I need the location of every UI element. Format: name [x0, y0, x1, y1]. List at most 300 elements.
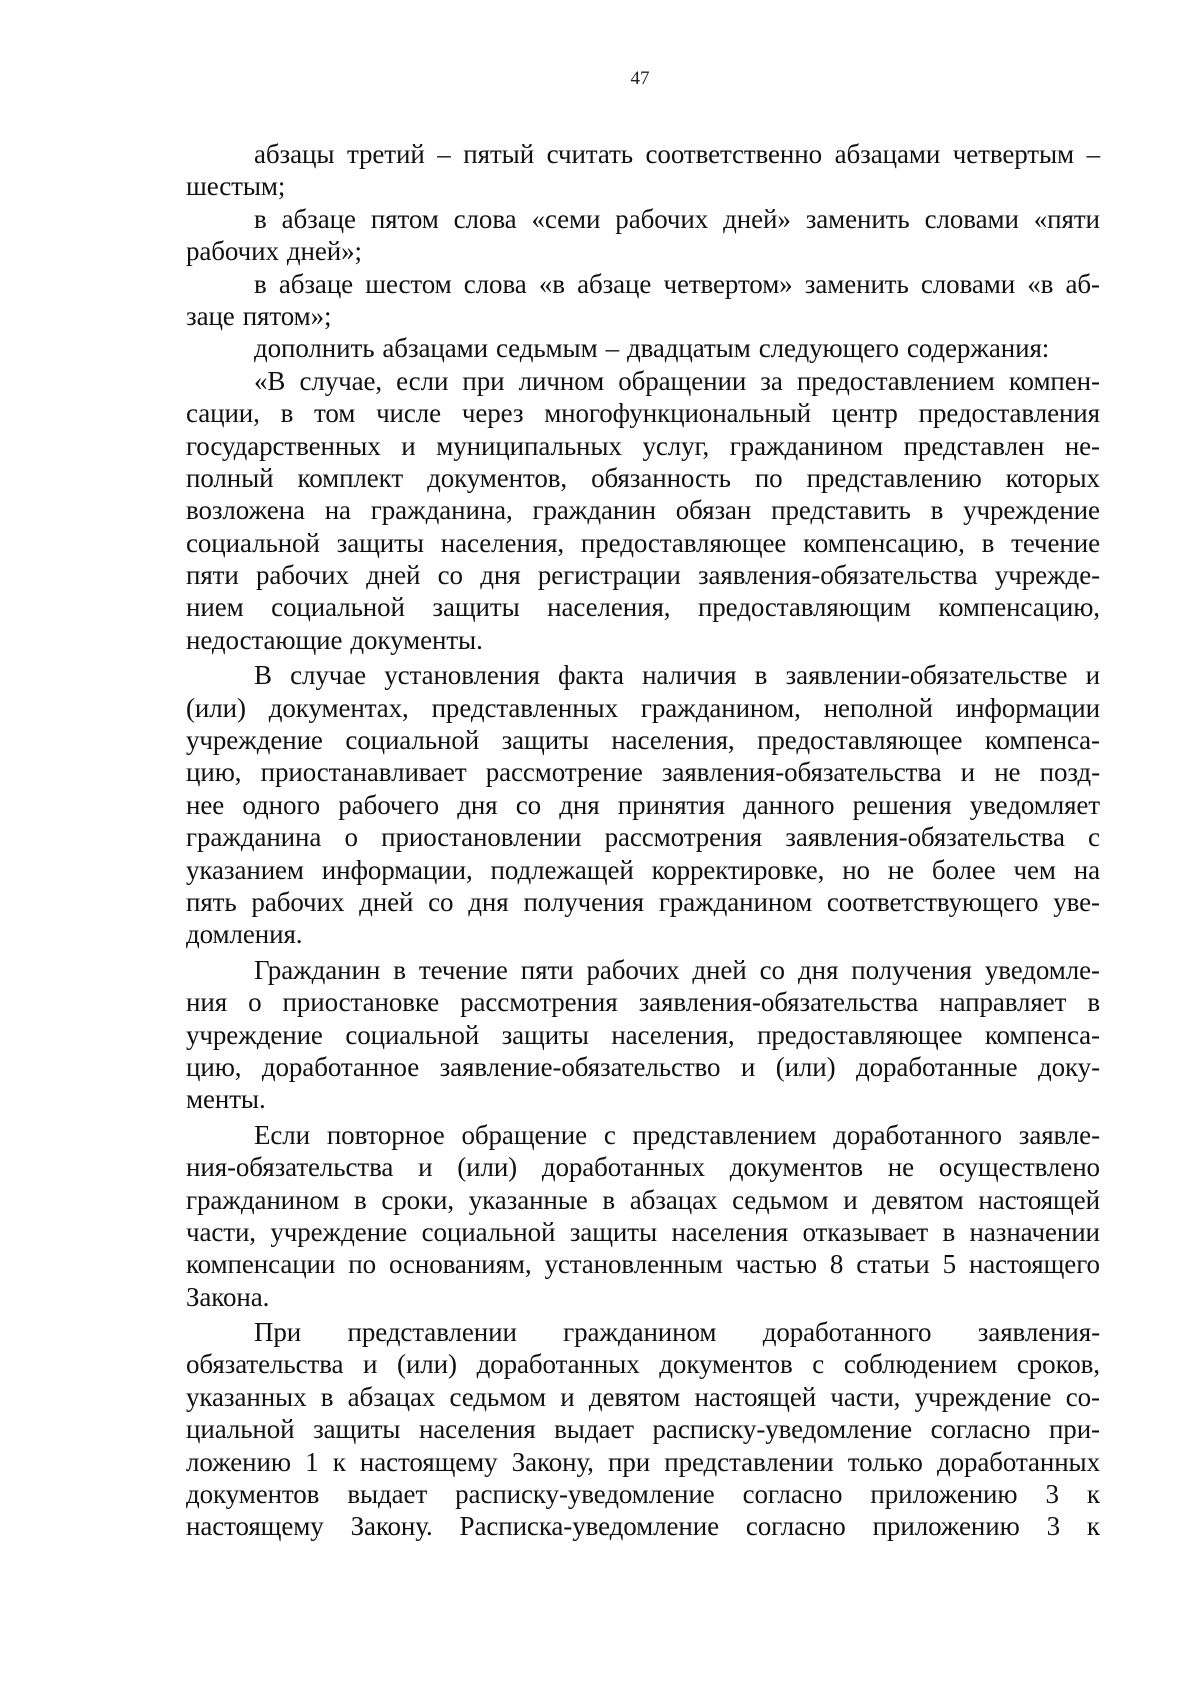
- word: позд-: [1039, 757, 1100, 788]
- word: гражданина,: [370, 495, 513, 526]
- word: предоставляющее: [757, 1019, 963, 1050]
- text-line: [186, 724, 1100, 756]
- word: приостановлении: [381, 822, 582, 853]
- word: рабочих: [615, 203, 709, 234]
- word: гражданином: [186, 1184, 340, 1215]
- word: девятом: [588, 1381, 681, 1412]
- word: части,: [186, 1216, 256, 1247]
- word: слова: [453, 203, 517, 234]
- text-line: [186, 268, 1100, 300]
- word: принятия: [617, 789, 725, 820]
- word: течение: [418, 954, 508, 985]
- word: согласно: [930, 1414, 1031, 1445]
- word: цию,: [186, 757, 242, 788]
- word: настоящей: [978, 1184, 1100, 1215]
- word: гражданином: [563, 1317, 717, 1348]
- word: 5: [942, 1249, 956, 1280]
- word: словами: [920, 268, 1016, 299]
- word: населения,: [611, 725, 735, 756]
- word: муниципальных: [436, 430, 622, 461]
- word: уве-: [1053, 886, 1100, 917]
- word: указанием: [186, 854, 304, 885]
- word: четвертым: [952, 139, 1074, 169]
- text-line: [186, 1413, 1100, 1445]
- text-line: [186, 365, 1100, 397]
- word: –: [605, 333, 619, 364]
- word: отказывает: [802, 1216, 929, 1247]
- word: предоставления: [918, 398, 1100, 429]
- word: социальной: [345, 725, 480, 756]
- text-line: [186, 1316, 1100, 1348]
- word: учреждение: [186, 1019, 323, 1050]
- word: седьмым: [495, 333, 598, 364]
- word: сации,: [186, 398, 260, 429]
- word: предоставлением: [796, 365, 995, 396]
- word: защиты: [501, 725, 589, 756]
- word: компен-: [1008, 365, 1100, 396]
- word: пяти: [520, 954, 574, 985]
- word: компенсации: [186, 1249, 336, 1280]
- word: рассмотрения: [460, 987, 618, 1018]
- text-line: [186, 1119, 1100, 1151]
- word: абзацы: [254, 139, 335, 169]
- word: через: [461, 398, 524, 429]
- word: выдает: [554, 1414, 634, 1445]
- word: комплект: [297, 462, 404, 493]
- text-line: [186, 1381, 1100, 1413]
- word: к: [1086, 1511, 1100, 1542]
- word: не: [887, 1152, 915, 1183]
- word: многофункциональный: [544, 398, 812, 429]
- word: предоставляющее: [580, 527, 787, 558]
- word: защиты: [336, 527, 424, 558]
- word: дней: [692, 954, 747, 985]
- word: нее: [186, 789, 225, 820]
- word: дней»: [723, 203, 791, 234]
- word: населения: [671, 1216, 789, 1247]
- word: получения: [523, 886, 644, 917]
- word: защиты: [569, 1216, 658, 1247]
- word: «семи: [531, 203, 601, 234]
- word: дня: [480, 560, 521, 591]
- word: обязанность: [591, 462, 731, 493]
- word: ния-обязательства: [186, 1152, 394, 1183]
- text-line: [186, 559, 1100, 591]
- word: ложению: [186, 1446, 291, 1477]
- word: документов: [729, 1152, 864, 1183]
- word: при: [462, 365, 505, 396]
- word: –: [1086, 139, 1100, 169]
- word: дня: [457, 789, 498, 820]
- word: социальной: [271, 592, 405, 623]
- word: и: [401, 430, 416, 461]
- word: дней»;: [286, 236, 362, 267]
- word: дня: [559, 789, 600, 820]
- word: четвертом»: [663, 268, 793, 299]
- word: случае: [290, 660, 367, 691]
- text-line: [186, 1051, 1100, 1083]
- word: заменить: [804, 268, 909, 299]
- word: указанные: [468, 1184, 588, 1215]
- word: компенсацию,: [803, 527, 965, 558]
- word: в: [930, 495, 944, 526]
- word: представлении: [664, 1446, 834, 1477]
- word: рабочих: [186, 236, 279, 267]
- word: числе: [376, 398, 442, 429]
- word: представить: [771, 495, 911, 526]
- text-line: [186, 170, 1100, 202]
- word: уведомле-: [984, 954, 1100, 985]
- word: с: [603, 1119, 616, 1150]
- text-line: [186, 1281, 1100, 1313]
- text-line: [186, 692, 1100, 724]
- word: двадцатым: [626, 333, 751, 364]
- word: в: [393, 954, 406, 985]
- word: заявления-обязательства: [785, 822, 1065, 853]
- word: доработанное: [261, 1051, 420, 1082]
- word: пяти: [186, 560, 239, 591]
- word: при-: [1048, 1414, 1100, 1445]
- text-line: [186, 886, 1100, 918]
- word: обращении: [618, 365, 747, 396]
- word: рабочих: [256, 560, 349, 591]
- word: в: [353, 1184, 367, 1215]
- word: течение: [1011, 527, 1100, 558]
- word: документах,: [268, 692, 409, 723]
- word: расписку-уведомление: [455, 1479, 715, 1510]
- word: гражданина: [186, 822, 322, 853]
- text-line: [186, 624, 1100, 656]
- word: гражданином: [729, 430, 883, 461]
- word: одного: [242, 789, 321, 820]
- word: компенсацию,: [938, 592, 1100, 623]
- word: менты.: [186, 1084, 266, 1115]
- word: в: [320, 1381, 334, 1412]
- text-line: [186, 1083, 1100, 1115]
- paragraph: [186, 1316, 1100, 1543]
- word: доработанных: [936, 1446, 1100, 1477]
- word: абзаце: [577, 268, 652, 299]
- document-body: [186, 138, 1100, 1546]
- word: населения: [418, 1414, 536, 1445]
- word: с: [812, 1349, 825, 1380]
- word: части,: [830, 1381, 901, 1412]
- word: аб-: [1065, 268, 1100, 299]
- word: абзацами: [382, 333, 488, 364]
- text-line: [186, 1184, 1100, 1216]
- word: возложена: [186, 495, 305, 526]
- word: гражданином: [658, 886, 813, 917]
- word: «в: [538, 268, 565, 299]
- word: основаниям,: [388, 1249, 532, 1280]
- text-line: [186, 397, 1100, 429]
- word: учреждение: [270, 1216, 408, 1247]
- word: о: [344, 822, 358, 853]
- word: заявления-обязательства: [697, 560, 978, 591]
- paragraph-gap: [186, 1543, 1100, 1546]
- word: –: [437, 139, 451, 169]
- word: назначении: [969, 1216, 1100, 1247]
- word: факта: [558, 660, 624, 691]
- word: и: [960, 757, 976, 788]
- word: которых: [1005, 462, 1100, 493]
- word: компенса-: [984, 725, 1100, 756]
- word: (или): [457, 1152, 518, 1183]
- text-line: [186, 430, 1100, 462]
- word: и: [560, 1381, 575, 1412]
- word: не-: [1064, 430, 1100, 461]
- word: сроков,: [1016, 1349, 1100, 1380]
- word: решения: [852, 789, 952, 820]
- word: седьмом: [732, 1184, 829, 1215]
- text-line: [186, 1446, 1100, 1478]
- word: частью: [735, 1249, 817, 1280]
- word: уведомляет: [969, 789, 1100, 820]
- word: при: [607, 1446, 651, 1477]
- word: Гражданин: [254, 954, 381, 985]
- text-line: [186, 1348, 1100, 1380]
- word: населения,: [611, 1019, 735, 1050]
- word: Расписка-уведомление: [459, 1511, 719, 1542]
- word: 3: [1045, 1479, 1059, 1510]
- word: дня: [797, 954, 839, 985]
- word: (или): [186, 692, 246, 723]
- word: абзаце: [281, 203, 356, 234]
- word: документы.: [350, 624, 483, 655]
- word: пять: [186, 886, 237, 917]
- text-line: [186, 789, 1100, 821]
- word: шестым;: [186, 171, 286, 202]
- word: выдает: [347, 1479, 428, 1510]
- word: в: [1087, 987, 1100, 1018]
- word: обращение: [461, 1119, 587, 1150]
- word: документов: [659, 1349, 793, 1380]
- word: наличия: [642, 660, 737, 691]
- word: предоставляющее: [757, 725, 963, 756]
- word: доку-: [1038, 1051, 1100, 1082]
- word: данного: [743, 789, 835, 820]
- word: абзаце: [278, 268, 354, 299]
- word: рассмотрение: [485, 757, 643, 788]
- word: «в: [1027, 268, 1054, 299]
- word: «В: [254, 365, 286, 396]
- word: том: [314, 398, 356, 429]
- text-line: [186, 1478, 1100, 1510]
- word: информации,: [321, 854, 473, 885]
- word: соблюдением: [843, 1349, 998, 1380]
- word: заявлении-обязательстве: [785, 660, 1068, 691]
- word: документов: [186, 1479, 320, 1510]
- word: заменить: [805, 203, 910, 234]
- word: в: [754, 660, 768, 691]
- word: циальной: [186, 1414, 295, 1445]
- paragraph: [186, 138, 1100, 203]
- word: и: [363, 1349, 378, 1380]
- word: в: [981, 527, 995, 558]
- word: в: [280, 398, 294, 429]
- word: представлением: [632, 1119, 817, 1150]
- word: но: [842, 854, 870, 885]
- text-line: [186, 300, 1100, 332]
- word: третий: [346, 139, 425, 169]
- word: осуществлено: [938, 1152, 1100, 1183]
- word: представлению: [806, 462, 982, 493]
- word: более: [931, 854, 996, 885]
- word: Закону.: [350, 1511, 433, 1542]
- word: в: [254, 268, 267, 299]
- text-line: [186, 138, 1100, 170]
- word: приложению: [872, 1511, 1020, 1542]
- word: только: [847, 1446, 923, 1477]
- word: согласно: [742, 1479, 843, 1510]
- word: предоставляющим: [697, 592, 911, 623]
- word: социальной: [186, 527, 320, 558]
- word: и: [843, 1184, 858, 1215]
- word: доработанных: [541, 1152, 705, 1183]
- word: со: [437, 560, 463, 591]
- word: на: [324, 495, 351, 526]
- word: представленных: [431, 692, 618, 723]
- word: полный: [186, 462, 274, 493]
- word: установления: [384, 660, 540, 691]
- word: рабочих: [586, 954, 680, 985]
- word: получения: [851, 954, 972, 985]
- word: приостанавливает: [260, 757, 467, 788]
- word: о: [248, 987, 262, 1018]
- word: ния: [186, 987, 228, 1018]
- word: населения,: [440, 527, 565, 558]
- word: чем: [1013, 854, 1056, 885]
- word: соответствующего: [826, 886, 1039, 917]
- word: пятом: [370, 203, 439, 234]
- word: приостановке: [282, 987, 440, 1018]
- text-line: [186, 1151, 1100, 1183]
- word: шестом: [365, 268, 452, 299]
- word: представлении: [347, 1317, 517, 1348]
- word: учреждение: [186, 725, 323, 756]
- word: (или): [397, 1349, 457, 1380]
- word: 8: [829, 1249, 844, 1280]
- text-line: [186, 986, 1100, 1018]
- word: случае,: [299, 365, 382, 396]
- text-line: [186, 591, 1100, 623]
- word: и: [1085, 660, 1100, 691]
- word: социальной: [345, 1019, 480, 1050]
- word: заявления-обязательства: [661, 757, 942, 788]
- word: не: [887, 854, 915, 885]
- word: учреждение: [963, 495, 1100, 526]
- word: услуг,: [642, 430, 710, 461]
- word: и: [740, 1051, 756, 1082]
- word: сроки,: [381, 1184, 455, 1215]
- word: 3: [1046, 1511, 1060, 1542]
- word: Закону,: [511, 1446, 594, 1477]
- text-line: [186, 756, 1100, 788]
- text-line: [186, 203, 1100, 235]
- word: согласно: [745, 1511, 846, 1542]
- paragraph: [186, 203, 1100, 268]
- word: пятый: [463, 139, 535, 169]
- word: информации: [955, 692, 1100, 723]
- word: обязательства: [186, 1349, 344, 1380]
- word: абзацах: [347, 1381, 436, 1412]
- word: заявление-обязательство: [439, 1051, 721, 1082]
- word: повторное: [326, 1119, 445, 1150]
- word: заявления-обязательства: [638, 987, 919, 1018]
- word: со: [759, 954, 785, 985]
- word: со: [515, 789, 542, 820]
- text-line: [186, 1510, 1100, 1542]
- word: обязан: [675, 495, 752, 526]
- word: защиты: [501, 1019, 589, 1050]
- text-line: [186, 332, 1100, 364]
- word: седьмом: [449, 1381, 546, 1412]
- word: недостающие: [186, 624, 343, 655]
- text-line: [186, 918, 1100, 950]
- word: нием: [186, 592, 244, 623]
- word: дня: [468, 886, 509, 917]
- word: следующего: [758, 333, 899, 364]
- word: в: [602, 1184, 616, 1215]
- text-line: [186, 235, 1100, 267]
- word: словами: [924, 203, 1019, 234]
- word: корректировке,: [651, 854, 825, 885]
- word: доработанного: [762, 1317, 932, 1348]
- word: учрежде-: [994, 560, 1100, 591]
- word: доработанных: [476, 1349, 640, 1380]
- word: 1: [305, 1446, 319, 1477]
- text-line: [186, 527, 1100, 559]
- word: государственных: [186, 430, 381, 461]
- word: защиты: [432, 592, 520, 623]
- word: к: [1086, 1479, 1100, 1510]
- word: слова: [463, 268, 527, 299]
- word: доработанные: [856, 1051, 1018, 1082]
- word: личном: [518, 365, 605, 396]
- word: абзацами: [834, 139, 941, 169]
- word: подлежащей: [490, 854, 634, 885]
- word: настоящему: [359, 1446, 498, 1477]
- word: содержания:: [906, 333, 1050, 364]
- paragraph: [186, 332, 1100, 364]
- page-number: 47: [630, 68, 650, 89]
- word: статьи: [856, 1249, 930, 1280]
- word: со: [428, 886, 454, 917]
- text-line: [186, 659, 1100, 691]
- word: считать: [546, 139, 633, 169]
- word: и: [418, 1152, 433, 1183]
- word: заявле-: [1018, 1119, 1100, 1150]
- text-line: [186, 462, 1100, 494]
- word: по: [754, 462, 783, 493]
- text-line: [186, 954, 1100, 986]
- word: заявления-: [977, 1317, 1100, 1348]
- word: Закона.: [186, 1281, 270, 1312]
- word: представлен: [903, 430, 1045, 461]
- word: соответственно: [645, 139, 823, 169]
- paragraph: [186, 268, 1100, 333]
- word: по: [348, 1249, 376, 1280]
- word: «пяти: [1033, 203, 1100, 234]
- word: расписку-уведомление: [652, 1414, 912, 1445]
- paragraph: [186, 365, 1100, 657]
- paragraph: [186, 659, 1100, 951]
- text-line: [186, 494, 1100, 526]
- word: заце: [186, 300, 235, 331]
- paragraph: [186, 954, 1100, 1116]
- word: (или): [775, 1051, 836, 1082]
- word: защиты: [313, 1414, 401, 1445]
